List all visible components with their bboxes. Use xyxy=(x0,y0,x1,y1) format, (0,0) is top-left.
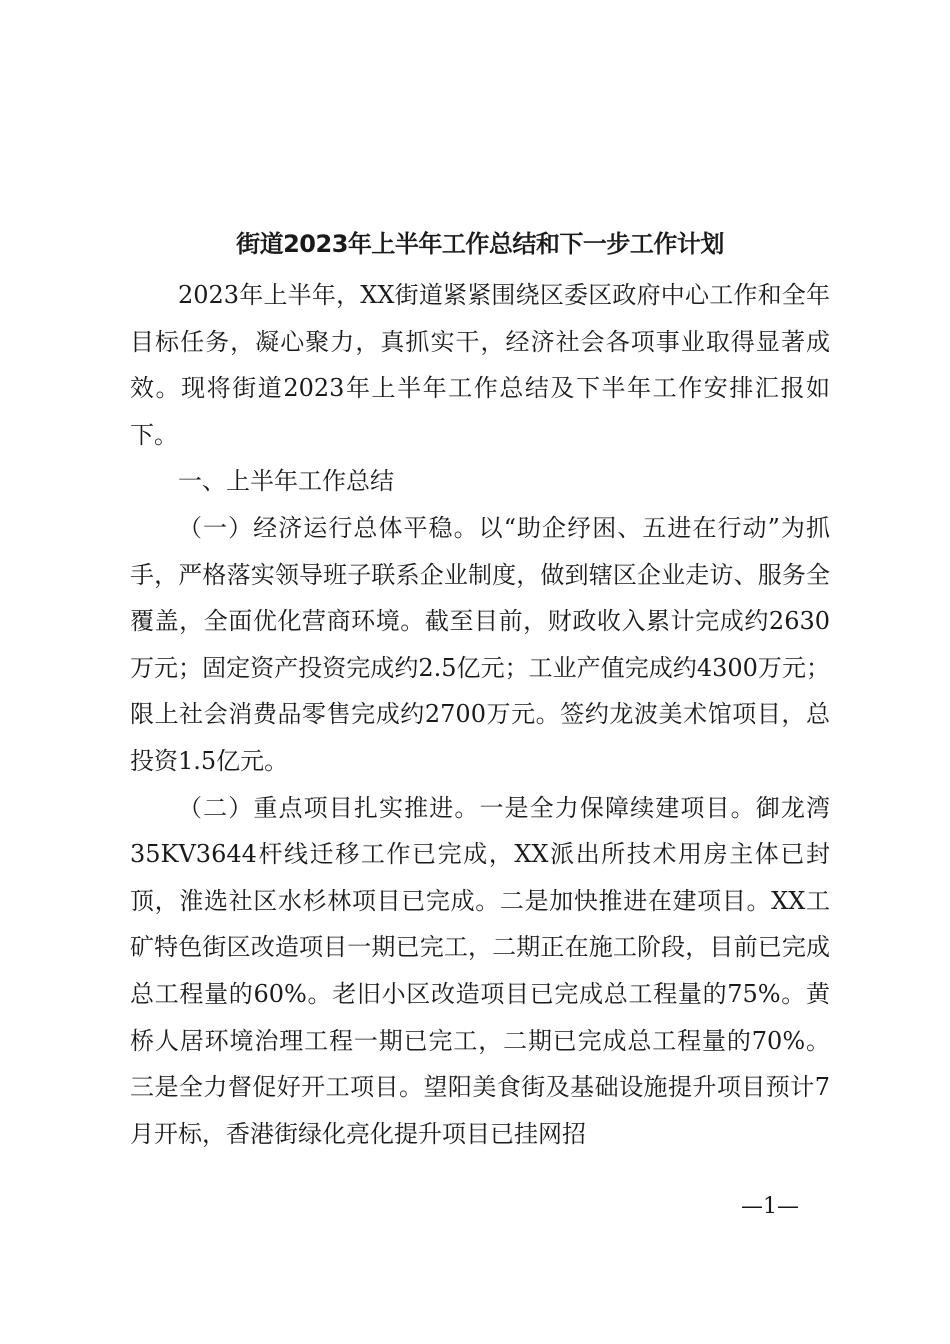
economy-paragraph: （一）经济运行总体平稳。以“助企纾困、五进在行动”为抓手，严格落实领导班子联系企业制度，做到辖区企业走访、服务全覆盖，全面优化营商环境。截至目前，财政收入累计完成约2630万元；固定资产投资完成约2.5亿元；工业产值完成约4300万元；限上社会消费品零售完成约2700万元。签约龙波美术馆项目，总投资1.5亿元。 xyxy=(130,513,830,775)
intro-paragraph: 2023年上半年，XX街道紧紧围绕区委区政府中心工作和全年目标任务，凝心聚力，真抓实干，经济社会各项事业取得显著成效。现将街道2023年上半年工作总结及下半年工作安排汇报如下。 xyxy=(130,281,830,449)
section-heading: 一、上半年工作总结 xyxy=(178,467,394,496)
page-number: —1— xyxy=(741,1194,799,1219)
document-body xyxy=(130,272,830,1157)
document-title: 街道2023年上半年工作总结和下一步工作计划 xyxy=(236,230,724,258)
projects-paragraph: （二）重点项目扎实推进。一是全力保障续建项目。御龙湾35KV3644杆线迁移工作已完成，XX派出所技术用房主体已封顶，淮选社区水杉林项目已完成。二是加快推进在建项目。XX工矿特色街区改造项目一期已完工，二期正在施工阶段，目前已完成总工程量的60%。老旧小区改造项目已完成总工程量的75%。黄桥人居环境治理工程一期已完工，二期已完成总工程量的70%。三是全力督促好开工项目。望阳美食街及基础设施提升项目预计7月开标，香港街绿化亮化提升项目已挂网招 xyxy=(130,793,830,1148)
